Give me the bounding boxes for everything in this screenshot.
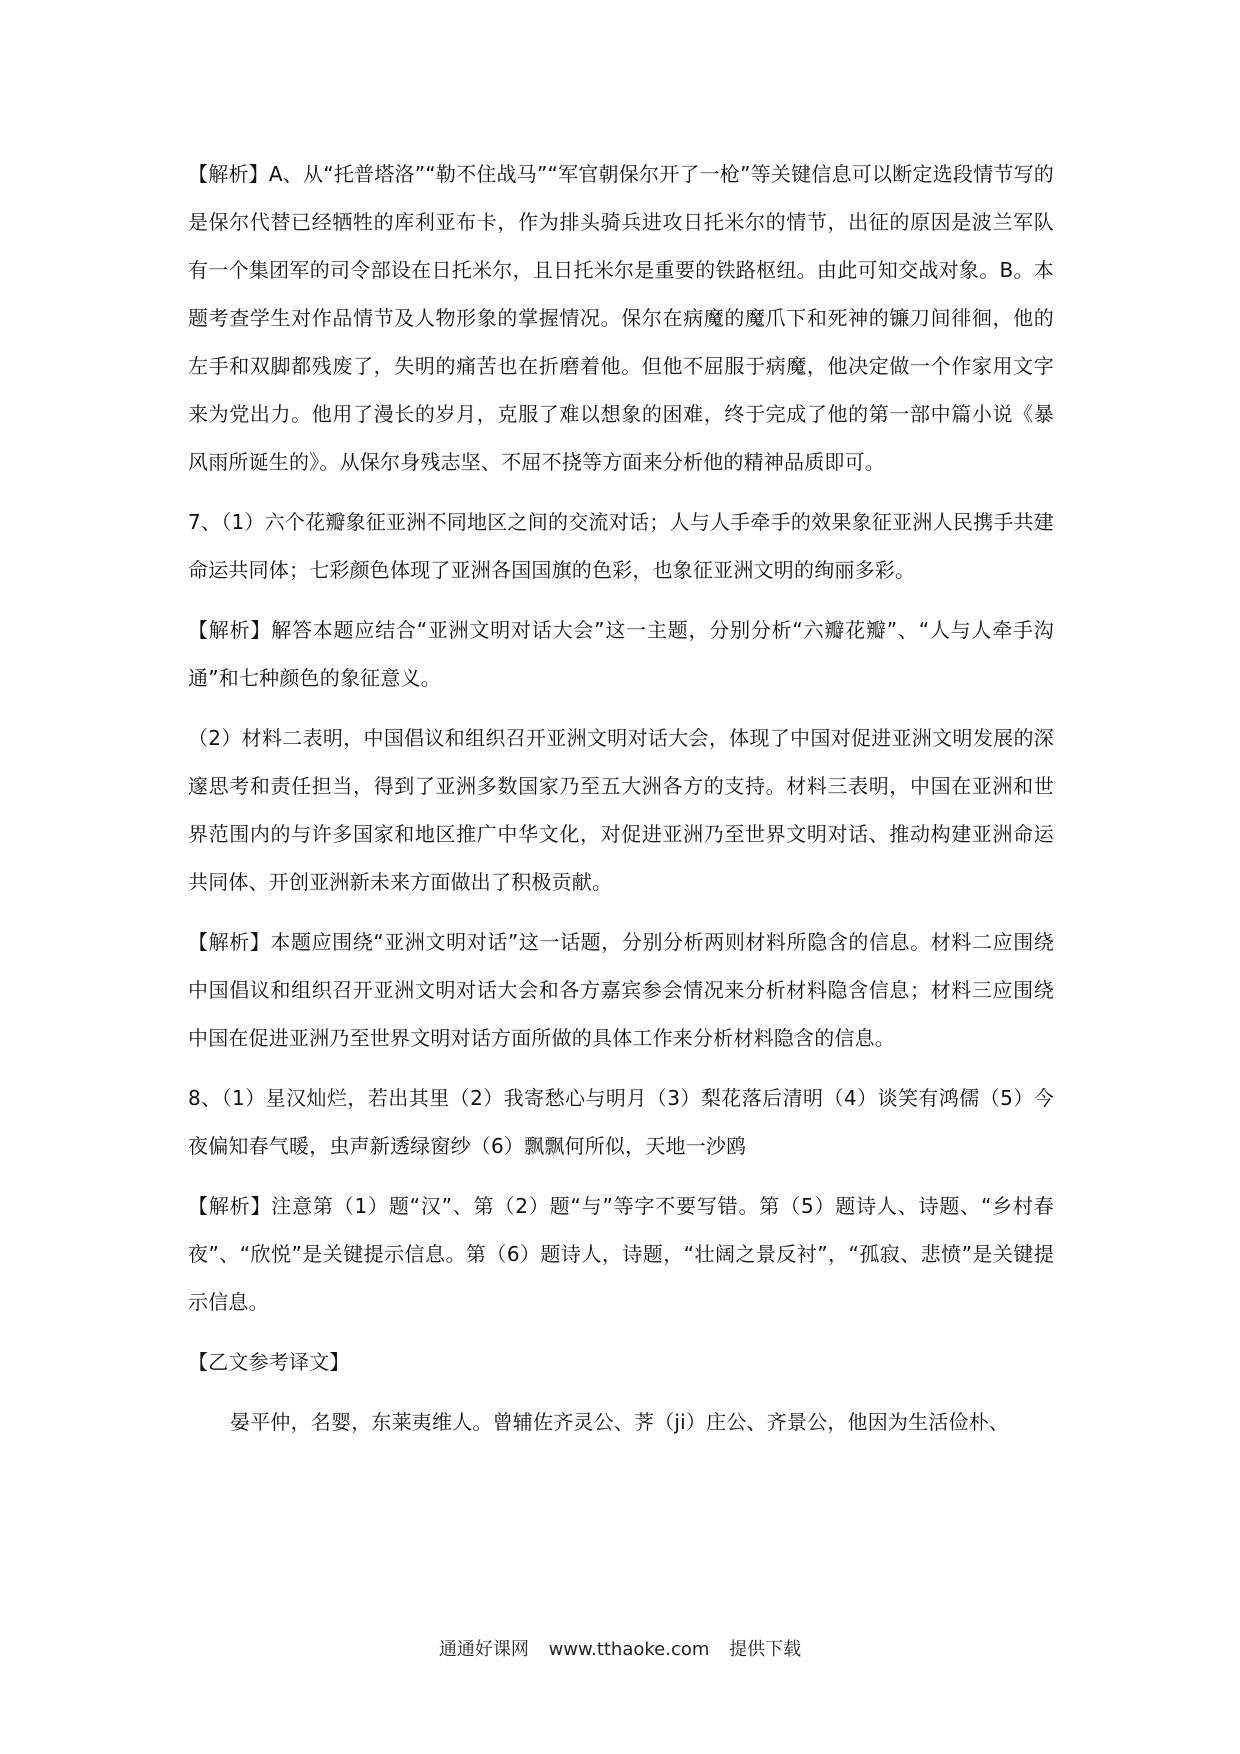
document-body xyxy=(188,150,1054,1446)
answer-paragraph-q8: 8、（1）星汉灿烂，若出其里（2）我寄愁心与明月（3）梨花落后清明（4）谈笑有鸿儒（5）今夜偏知春气暖，虫声新透绿窗纱（6）飘飘何所似，天地一沙鸥 xyxy=(188,1086,1054,1158)
analysis-paragraph-q8: 【解析】注意第（1）题“汉”、第（2）题“与”等字不要写错。第（5）题诗人、诗题、“乡村春夜”、“欣悦”是关键提示信息。第（6）题诗人，诗题，“壮阔之景反衬”，“孤寂、悲愤”是关键提示信息。 xyxy=(188,1194,1054,1314)
answer-paragraph-q7-2: （2）材料二表明，中国倡议和组织召开亚洲文明对话大会，体现了中国对促进亚洲文明发展的深邃思考和责任担当，得到了亚洲多数国家乃至五大洲各方的支持。材料三表明，中国在亚洲和世界范围内的与许多国家和地区推广中华文化，对促进亚洲乃至世界文明对话、推动构建亚洲命运共同体、开创亚洲新未来方面做出了积极贡献。 xyxy=(188,726,1054,894)
translation-heading: 【乙文参考译文】 xyxy=(188,1350,350,1374)
footer-note: 提供下载 xyxy=(729,1639,802,1660)
analysis-paragraph-q7-2: 【解析】本题应围绕“亚洲文明对话”这一话题，分别分析两则材料所隐含的信息。材料二应围绕中国倡议和组织召开亚洲文明对话大会和各方嘉宾参会情况来分析材料隐含信息；材料三应围绕中国在促进亚洲乃至世界文明对话方面所做的具体工作来分析材料隐含的信息。 xyxy=(188,930,1054,1050)
analysis-paragraph-q7-1: 【解析】解答本题应结合“亚洲文明对话大会”这一主题，分别分析“六瓣花瓣”、“人与人牵手沟通”和七种颜色的象征意义。 xyxy=(188,618,1054,690)
answer-paragraph-q7-1: 7、（1）六个花瓣象征亚洲不同地区之间的交流对话；人与人手牵手的效果象征亚洲人民携手共建命运共同体；七彩颜色体现了亚洲各国国旗的色彩，也象征亚洲文明的绚丽多彩。 xyxy=(188,510,1054,582)
footer-site-name: 通通好课网 xyxy=(438,1639,529,1660)
analysis-paragraph-q6: 【解析】A、从“托普塔洛”“勒不住战马”“军官朝保尔开了一枪”等关键信息可以断定选段情节写的是保尔代替已经牺牲的库利亚布卡，作为排头骑兵进攻日托米尔的情节，出征的原因是波兰军队有一个集团军的司令部设在日托米尔，且日托米尔是重要的铁路枢纽。由此可知交战对象。B。本题考查学生对作品情节及人物形象的掌握情况。保尔在病魔的魔爪下和死神的镰刀间徘徊，他的左手和双脚都残废了，失明的痛苦也在折磨着他。但他不屈服于病魔，他决定做一个作家用文字来为党出力。他用了漫长的岁月，克服了难以想象的困难，终于完成了他的第一部中篇小说《暴风雨所诞生的》。从保尔身残志坚、不屈不挠等方面来分析他的精神品质即可。 xyxy=(188,162,1054,474)
footer-url-link[interactable]: www.tthaoke.com xyxy=(548,1639,710,1660)
page-footer xyxy=(0,1636,1240,1664)
translation-paragraph: 晏平仲，名婴，东莱夷维人。曾辅佐齐灵公、荠（ji）庄公、齐景公，他因为生活俭朴、 xyxy=(230,1410,1010,1434)
